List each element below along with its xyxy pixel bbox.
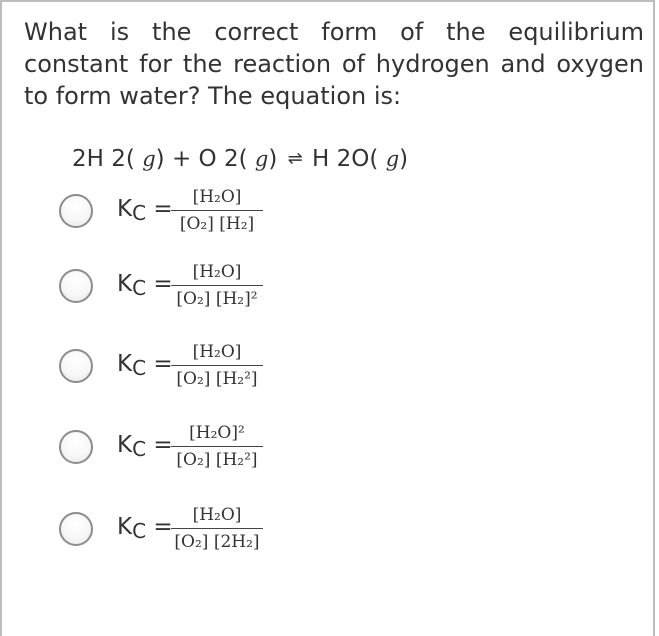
kc-label: KC = — [117, 351, 173, 380]
equation-reactant2-state: g — [254, 147, 269, 171]
fraction-bar — [171, 285, 263, 286]
fraction-numerator: [H₂O] — [192, 505, 242, 525]
equation-product-tail: O — [351, 146, 370, 172]
equilibrium-arrow-icon: ⇌ — [287, 148, 302, 169]
equation-product-sub: 2 — [336, 146, 352, 172]
kc-label: KC = — [117, 196, 173, 225]
equation-reactant1-state: g — [142, 147, 156, 171]
kc-fraction — [171, 186, 263, 235]
kc-label: KC = — [117, 432, 173, 461]
fraction-bar — [171, 365, 263, 366]
equation-reactant2-sub: 2 — [223, 146, 239, 172]
fraction-numerator: [H₂O]² — [189, 423, 245, 443]
answer-option-2[interactable] — [59, 261, 359, 321]
fraction-denominator: [O₂] [H₂²] — [176, 450, 258, 470]
radio-button-4[interactable] — [59, 430, 93, 464]
kc-fraction — [171, 504, 263, 553]
equation-product: H — [312, 146, 330, 172]
fraction-numerator: [H₂O] — [192, 342, 242, 362]
kc-label: KC = — [117, 514, 173, 543]
equation-reactant1-sub: 2 — [111, 146, 126, 172]
equation-reactant2: O — [198, 146, 217, 172]
kc-fraction — [171, 341, 263, 390]
kc-label: KC = — [117, 271, 173, 300]
equation-reactant1: 2H — [72, 146, 104, 172]
answer-option-4[interactable] — [59, 422, 359, 482]
fraction-bar — [171, 446, 263, 447]
radio-button-1[interactable] — [59, 194, 93, 228]
kc-fraction — [171, 261, 263, 310]
radio-button-2[interactable] — [59, 269, 93, 303]
radio-button-5[interactable] — [59, 512, 93, 546]
fraction-denominator: [O₂] [2H₂] — [174, 532, 260, 552]
equation-product-state: g — [385, 147, 400, 171]
answer-option-3[interactable] — [59, 341, 359, 401]
kc-fraction — [171, 422, 263, 471]
radio-button-3[interactable] — [59, 349, 93, 383]
fraction-numerator: [H₂O] — [192, 187, 242, 207]
fraction-denominator: [O₂] [H₂²] — [176, 369, 258, 389]
fraction-numerator: [H₂O] — [192, 262, 242, 282]
answer-option-5[interactable] — [59, 504, 359, 564]
fraction-bar — [171, 528, 263, 529]
reaction-equation: 2H 2( g) + O 2( g) ⇌ H 2O( g) — [72, 146, 409, 172]
question-text: What is the correct form of the equilibrium constant for the reaction of hydrogen and oxygen to form water? The equation is: — [24, 18, 644, 110]
answer-option-1[interactable] — [59, 186, 359, 246]
fraction-denominator: [O₂] [H₂] — [179, 214, 255, 234]
equation-plus: + — [171, 146, 192, 172]
fraction-denominator: [O₂] [H₂]² — [176, 289, 258, 309]
fraction-bar — [171, 210, 263, 211]
